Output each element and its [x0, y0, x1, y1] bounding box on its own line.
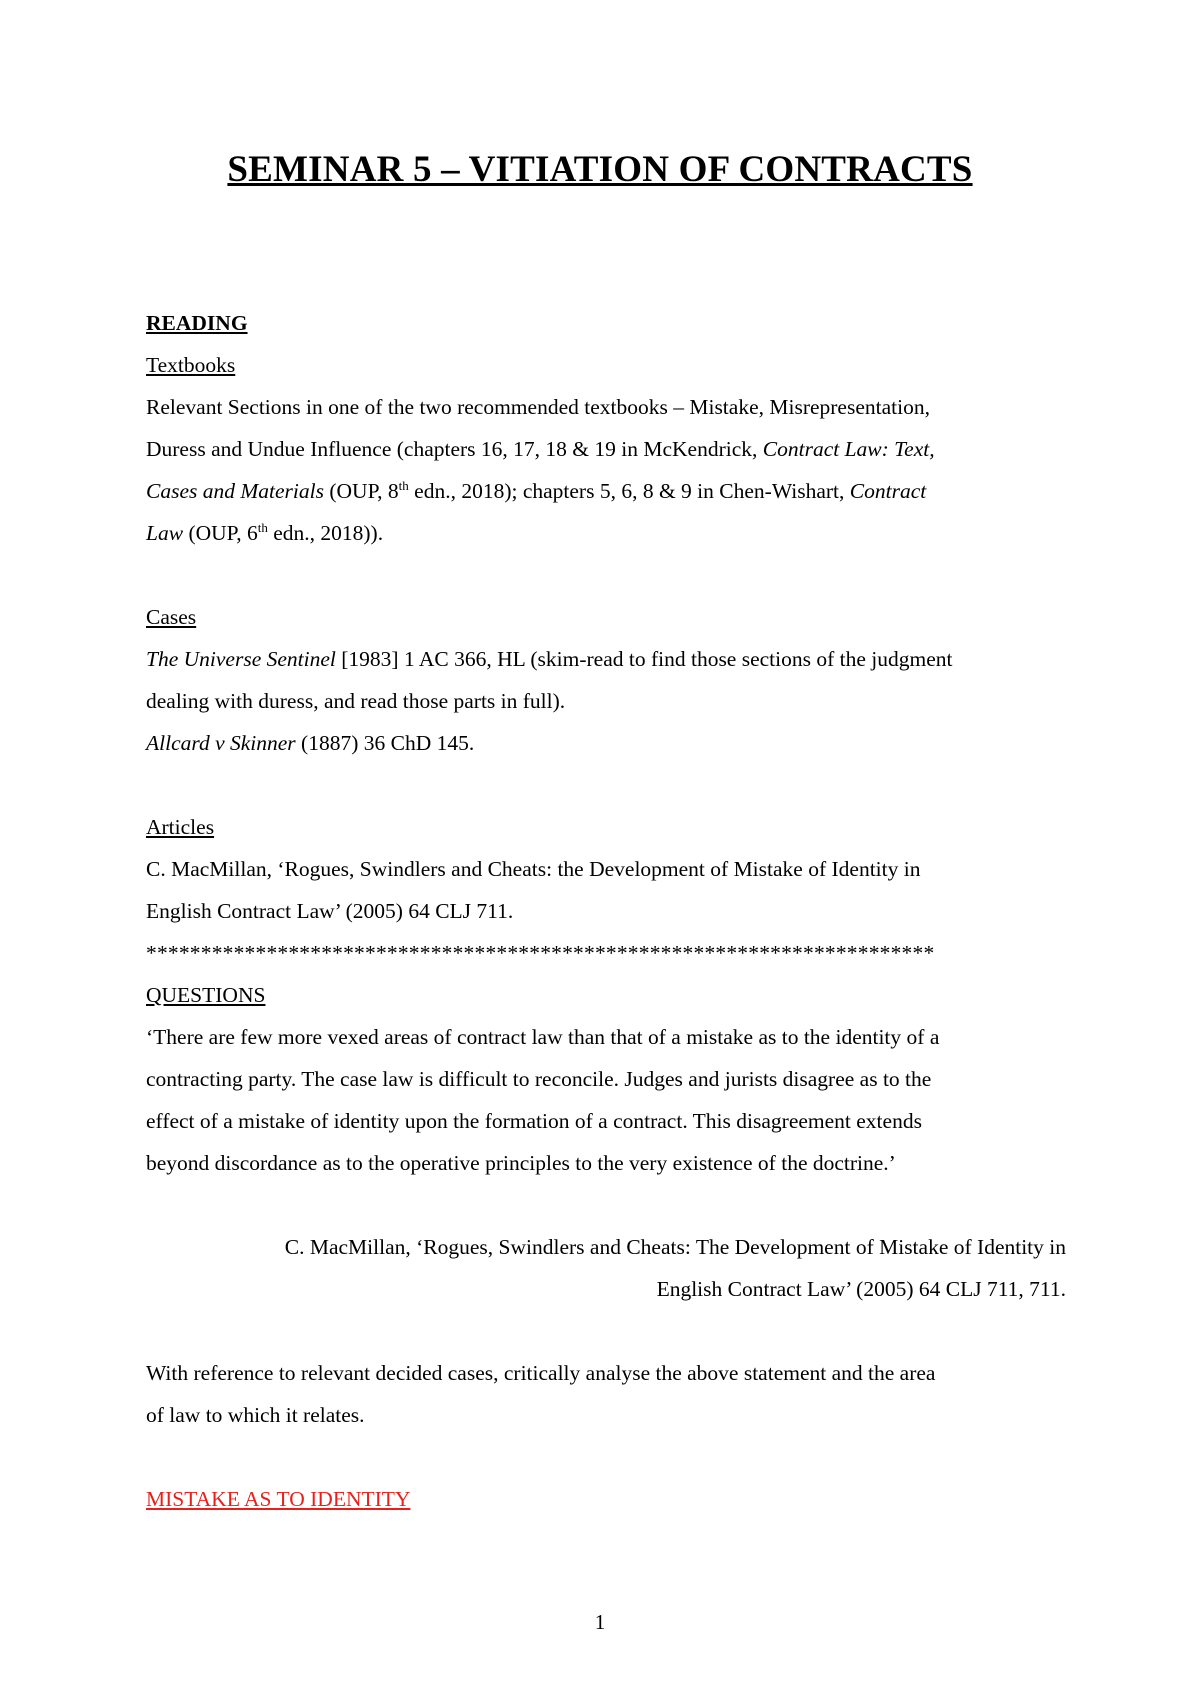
attribution-line-1: C. MacMillan, ‘Rogues, Swindlers and Cheats: The Development of Mistake of Identity in	[284, 1235, 1066, 1259]
case-name-italic: The Universe Sentinel	[146, 647, 336, 671]
document-body	[146, 302, 1066, 1520]
quote-line-1: ‘There are few more vexed areas of contract law than that of a mistake as to the identity of a	[146, 1025, 940, 1049]
article-line-1: C. MacMillan, ‘Rogues, Swindlers and Cheats: the Development of Mistake of Identity in	[146, 857, 921, 881]
textbooks-line-4	[146, 512, 1066, 554]
book-title-italic: Law	[146, 521, 184, 545]
case-citation: [1983] 1 AC 366, HL (skim-read to find those sections of the judgment	[335, 647, 953, 671]
spacer	[146, 1310, 1066, 1352]
case-line-1	[146, 638, 1066, 680]
page-title: SEMINAR 5 – VITIATION OF CONTRACTS	[227, 149, 973, 190]
page-number: 1	[594, 1610, 606, 1634]
separator-line: ************************************************************************	[146, 941, 935, 965]
textbooks-text: edn., 2018); chapters 5, 6, 8 & 9 in Chen-Wishart,	[408, 479, 850, 503]
articles-label: Articles	[146, 815, 215, 839]
book-title-italic: Contract Law: Text,	[762, 437, 935, 461]
book-title-italic: Contract	[849, 479, 927, 503]
questions-heading: QUESTIONS	[146, 983, 266, 1007]
textbooks-text: Relevant Sections in one of the two recommended textbooks – Mistake, Misrepresentation,	[146, 395, 930, 419]
spacer	[146, 554, 1066, 596]
textbooks-text: Duress and Undue Influence (chapters 16, 17, 18 & 19 in McKendrick,	[146, 437, 763, 461]
quote-line-4: beyond discordance as to the operative principles to the very existence of the doctrine.’	[146, 1151, 896, 1175]
spacer	[146, 1436, 1066, 1478]
textbooks-text: (OUP, 6	[183, 521, 258, 545]
reading-heading: READING	[146, 311, 248, 335]
textbooks-line-2	[146, 428, 1066, 470]
textbooks-text: (OUP, 8	[323, 479, 399, 503]
case-line-3	[146, 722, 1066, 764]
spacer	[146, 1184, 1066, 1226]
textbooks-label: Textbooks	[146, 353, 236, 377]
book-title-italic: Cases and Materials	[146, 479, 324, 503]
quote-line-2: contracting party. The case law is difficult to reconcile. Judges and jurists disagree as to the	[146, 1067, 932, 1091]
quote-line-3: effect of a mistake of identity upon the formation of a contract. This disagreement extends	[146, 1109, 922, 1133]
case-citation: (1887) 36 ChD 145.	[295, 731, 475, 755]
article-line-2: English Contract Law’ (2005) 64 CLJ 711.	[146, 899, 514, 923]
instruction-line-2: of law to which it relates.	[146, 1403, 365, 1427]
instruction-line-1: With reference to relevant decided cases, critically analyse the above statement and the area	[146, 1361, 936, 1385]
superscript: th	[257, 520, 268, 535]
textbooks-line-3	[146, 470, 1066, 512]
case-name-italic: Allcard v Skinner	[146, 731, 296, 755]
textbooks-text: edn., 2018)).	[267, 521, 384, 545]
cases-label: Cases	[146, 605, 197, 629]
mistake-as-to-identity-heading: MISTAKE AS TO IDENTITY	[146, 1487, 411, 1511]
spacer	[146, 764, 1066, 806]
case-line-2: dealing with duress, and read those parts in full).	[146, 689, 566, 713]
textbooks-line-1	[146, 386, 1066, 428]
attribution-line-2: English Contract Law’ (2005) 64 CLJ 711, 711.	[656, 1277, 1066, 1301]
superscript: th	[398, 478, 409, 493]
